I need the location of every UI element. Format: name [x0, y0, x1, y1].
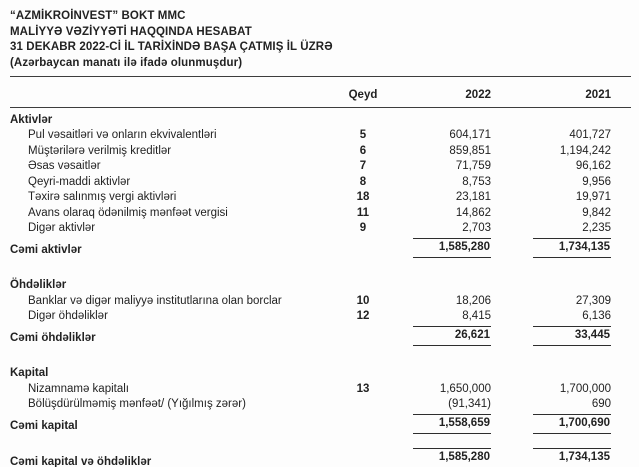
section-header-liabilities: [10, 278, 631, 294]
row-label: Qeyri-maddi aktivlər: [28, 175, 131, 188]
row-note: 8: [359, 175, 367, 188]
table-row: [10, 397, 631, 413]
table-row: [10, 206, 631, 222]
grand-total-row: [10, 448, 631, 467]
row-note: 6: [359, 144, 367, 157]
total-value-2021: 33,445: [533, 326, 611, 347]
row-label: Digər aktivlər: [28, 222, 96, 234]
row-value-2021: 9,956: [582, 175, 611, 188]
section-header-assets: [10, 113, 631, 129]
column-header-row: [10, 77, 631, 108]
row-note: 7: [359, 160, 367, 172]
total-row-liabilities: [10, 326, 631, 347]
row-value-2022: (91,341): [448, 398, 491, 410]
row-value-2021: 690: [591, 398, 611, 410]
table-row: [10, 175, 631, 191]
row-value-2022: 2,703: [462, 222, 491, 234]
total-value-2021: 1,734,135: [533, 238, 611, 259]
company-name: “AZMİKROİNVEST” BOKT MMC: [10, 10, 186, 22]
section-gap: [10, 258, 631, 273]
table-row: [10, 309, 631, 325]
row-value-2021: 1,194,242: [559, 144, 611, 157]
row-label: Nizamnamə kapitalı: [28, 382, 129, 395]
row-value-2022: 18,206: [455, 294, 491, 307]
section-gap: [10, 346, 631, 361]
row-value-2021: 6,136: [582, 310, 611, 322]
total-row-equity: [10, 414, 631, 435]
section-title: Aktivlər: [10, 113, 53, 126]
row-value-2022: 23,181: [455, 191, 491, 203]
total-value-2022: 26,621: [413, 326, 491, 347]
total-label: Cəmi kapital: [10, 419, 78, 432]
column-header-2021: 2021: [585, 89, 611, 101]
report-header: [10, 9, 631, 77]
grand-total-label: Cəmi kapital və öhdəliklər: [10, 456, 152, 467]
table-row: [10, 144, 631, 160]
row-label: Bölüşdürülməmiş mənfəət/ (Yığılmış zərər): [28, 398, 246, 410]
row-value-2022: 71,759: [455, 160, 491, 172]
table-row: [10, 294, 631, 310]
row-note: 5: [359, 129, 367, 141]
row-value-2022: 1,650,000: [439, 382, 491, 395]
statement-table: [10, 77, 631, 467]
table-row: [10, 382, 631, 398]
total-value-2021: 1,700,690: [533, 414, 611, 435]
table-row: [10, 128, 631, 144]
row-label: Təxirə salınmış vergi aktivləri: [28, 191, 177, 203]
row-value-2021: 1,700,000: [559, 382, 611, 395]
row-label: Banklar və digər maliyyə institutlarına olan borclar: [28, 294, 282, 307]
column-header-note: Qeyd: [348, 89, 378, 101]
section-title: Kapital: [10, 367, 49, 379]
row-value-2021: 9,842: [582, 206, 611, 219]
section-title: Öhdəliklər: [10, 279, 67, 291]
row-value-2022: 14,862: [455, 206, 491, 219]
row-note: 12: [356, 310, 370, 322]
row-label: Pul vəsaitləri və onların ekvivalentləri: [28, 129, 217, 141]
row-value-2022: 859,851: [449, 144, 491, 157]
total-label: Cəmi aktivlər: [10, 243, 82, 256]
total-label: Cəmi öhdəliklər: [10, 331, 96, 344]
row-note: 9: [359, 222, 367, 234]
table-row: [10, 221, 631, 237]
row-value-2021: 19,971: [575, 191, 611, 203]
row-note: 11: [356, 206, 370, 219]
report-period: 31 DEKABR 2022-Cİ İL TARİXİNDƏ BAŞA ÇATMIŞ İL ÜZRƏ: [10, 41, 333, 53]
currency-note: (Azərbaycan manatı ilə ifadə olunmuşdur): [10, 56, 243, 69]
row-label: Əsas vəsaitlər: [28, 160, 101, 172]
total-value-2022: 1,585,280: [413, 238, 491, 259]
row-label: Müştərilərə verilmiş kreditlər: [28, 144, 172, 157]
table-row: [10, 190, 631, 206]
row-value-2022: 8,415: [462, 310, 491, 322]
row-label: Avans olaraq ödənilmiş mənfəət vergisi: [28, 206, 228, 219]
total-row-assets: [10, 238, 631, 259]
row-label: Digər öhdəliklər: [28, 310, 108, 322]
table-row: [10, 159, 631, 175]
row-value-2021: 2,235: [582, 222, 611, 234]
row-value-2021: 401,727: [569, 129, 611, 141]
section-header-equity: [10, 366, 631, 382]
row-value-2021: 96,162: [575, 160, 611, 172]
total-value-2022: 1,558,659: [413, 414, 491, 435]
row-note: 13: [356, 382, 370, 395]
grand-total-value-2021: 1,734,135: [533, 448, 611, 467]
column-header-2022: 2022: [465, 89, 491, 101]
report-title: MALİYYƏ VƏZİYYƏTİ HAQQINDA HESABAT: [10, 25, 252, 38]
row-value-2022: 8,753: [462, 175, 491, 188]
row-value-2021: 27,309: [575, 294, 611, 307]
row-note: 18: [356, 191, 370, 203]
row-note: 10: [356, 294, 370, 307]
grand-total-value-2022: 1,585,280: [413, 448, 491, 467]
row-value-2022: 604,171: [449, 129, 491, 141]
